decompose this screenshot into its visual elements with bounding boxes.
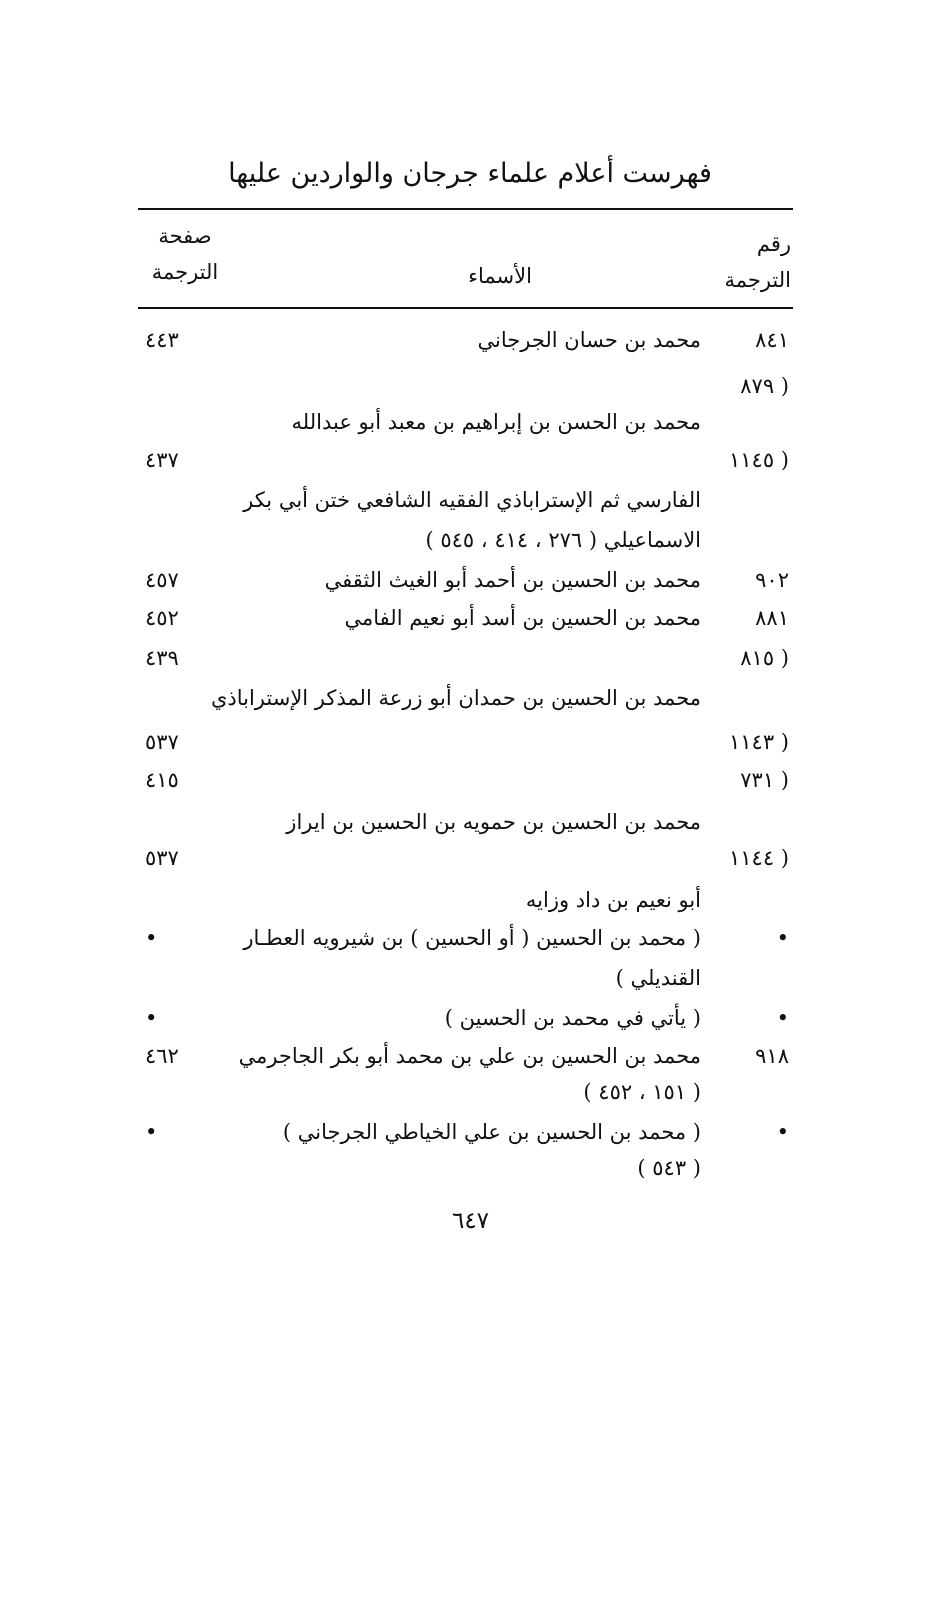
entry-page: ٤٤٣ — [145, 328, 179, 352]
table-row — [0, 1072, 941, 1112]
table-row — [0, 366, 941, 406]
table-row — [0, 440, 941, 480]
table-row — [0, 520, 941, 560]
entry-number: • — [776, 1120, 789, 1144]
entry-name: ( يأتي في محمد بن الحسين ) — [444, 1006, 701, 1030]
entry-page: ٤١٥ — [145, 768, 179, 792]
entry-page: ٤٦٢ — [145, 1044, 179, 1068]
entry-number: ٩١٨ — [755, 1044, 789, 1068]
entry-number: ( ١١٤٥ — [729, 448, 789, 472]
page-title: فهرست أعلام علماء جرجان والواردين عليها — [228, 158, 712, 189]
table-row — [0, 678, 941, 718]
table-row — [0, 480, 941, 520]
table-row — [0, 402, 941, 442]
table-row — [0, 1112, 941, 1152]
table-row — [0, 998, 941, 1038]
entry-number: ٨٤١ — [755, 328, 789, 352]
entry-name: محمد بن الحسين بن علي بن محمد أبو بكر الجاجرمي — [238, 1044, 701, 1068]
header-rule — [138, 307, 793, 309]
entry-number: ٩٠٢ — [755, 568, 789, 592]
entry-page: • — [145, 1120, 158, 1144]
table-row — [0, 958, 941, 998]
entry-name: الفارسي ثم الإستراباذي الفقيه الشافعي ختن أبي بكر — [243, 488, 701, 512]
entry-number: • — [776, 1006, 789, 1030]
top-rule — [138, 208, 793, 210]
table-row — [0, 722, 941, 762]
entry-number: ٨٨١ — [755, 606, 789, 630]
column-header-number-line1: رقم — [756, 232, 791, 256]
table-row — [0, 918, 941, 958]
entry-name: محمد بن الحسين بن حمويه بن الحسين بن ايراز — [286, 810, 701, 834]
entry-number: ( ٧٣١ — [740, 768, 789, 792]
entry-name: الاسماعيلي ( ٢٧٦ ، ٤١٤ ، ٥٤٥ ) — [425, 528, 701, 552]
entry-name: محمد بن الحسين بن أحمد أبو الغيث الثقفي — [324, 568, 701, 592]
table-row — [0, 560, 941, 600]
entry-name: ( محمد بن الحسين بن علي الخياطي الجرجاني ) — [282, 1120, 701, 1144]
entry-number: ( ٨١٥ — [740, 646, 789, 670]
column-header-number-line2: الترجمة — [724, 268, 791, 292]
entry-page: • — [145, 1006, 158, 1030]
entry-name: محمد بن الحسين بن أسد أبو نعيم الفامي — [344, 606, 701, 630]
table-row — [0, 802, 941, 842]
entry-name: محمد بن الحسن بن إبراهيم بن معبد أبو عبدالله — [291, 410, 701, 434]
page-number: ٦٤٧ — [451, 1208, 490, 1234]
entry-page: ٤٥٢ — [145, 606, 179, 630]
table-row — [0, 1036, 941, 1076]
entry-page: ٤٣٩ — [145, 646, 179, 670]
entry-number: ( ١١٤٣ — [729, 730, 789, 754]
column-header-number — [724, 226, 791, 298]
entry-name: ( ١٥١ ، ٤٥٢ ) — [583, 1080, 701, 1104]
table-row — [0, 598, 941, 638]
entry-name: ( محمد بن الحسين ( أو الحسين ) بن شيرويه العطـار — [243, 926, 701, 950]
entry-page: ٥٣٧ — [145, 846, 179, 870]
entry-number: • — [776, 926, 789, 950]
entry-page: ٤٥٧ — [145, 568, 179, 592]
table-row — [0, 838, 941, 878]
table-row — [0, 1148, 941, 1188]
table-row — [0, 880, 941, 920]
entry-page: ٥٣٧ — [145, 730, 179, 754]
table-row — [0, 760, 941, 800]
entry-name: محمد بن حسان الجرجاني — [477, 328, 701, 352]
table-row — [0, 320, 941, 360]
table-row — [0, 638, 941, 678]
entry-name: أبو نعيم بن داد وزايه — [525, 888, 701, 912]
column-header-names: الأسماء — [468, 264, 532, 288]
column-header-page-line2: الترجمة — [151, 260, 219, 284]
entry-number: ( ٨٧٩ — [740, 374, 789, 398]
entry-number: ( ١١٤٤ — [729, 846, 789, 870]
entry-page: • — [145, 926, 158, 950]
entry-page: ٤٣٧ — [145, 448, 179, 472]
column-header-page-line1: صفحة — [158, 224, 212, 248]
entry-name: محمد بن الحسين بن حمدان أبو زرعة المذكر الإستراباذي — [210, 686, 701, 710]
entry-name: ( ٥٤٣ ) — [637, 1156, 701, 1180]
entry-name: القنديلي ) — [615, 966, 701, 990]
